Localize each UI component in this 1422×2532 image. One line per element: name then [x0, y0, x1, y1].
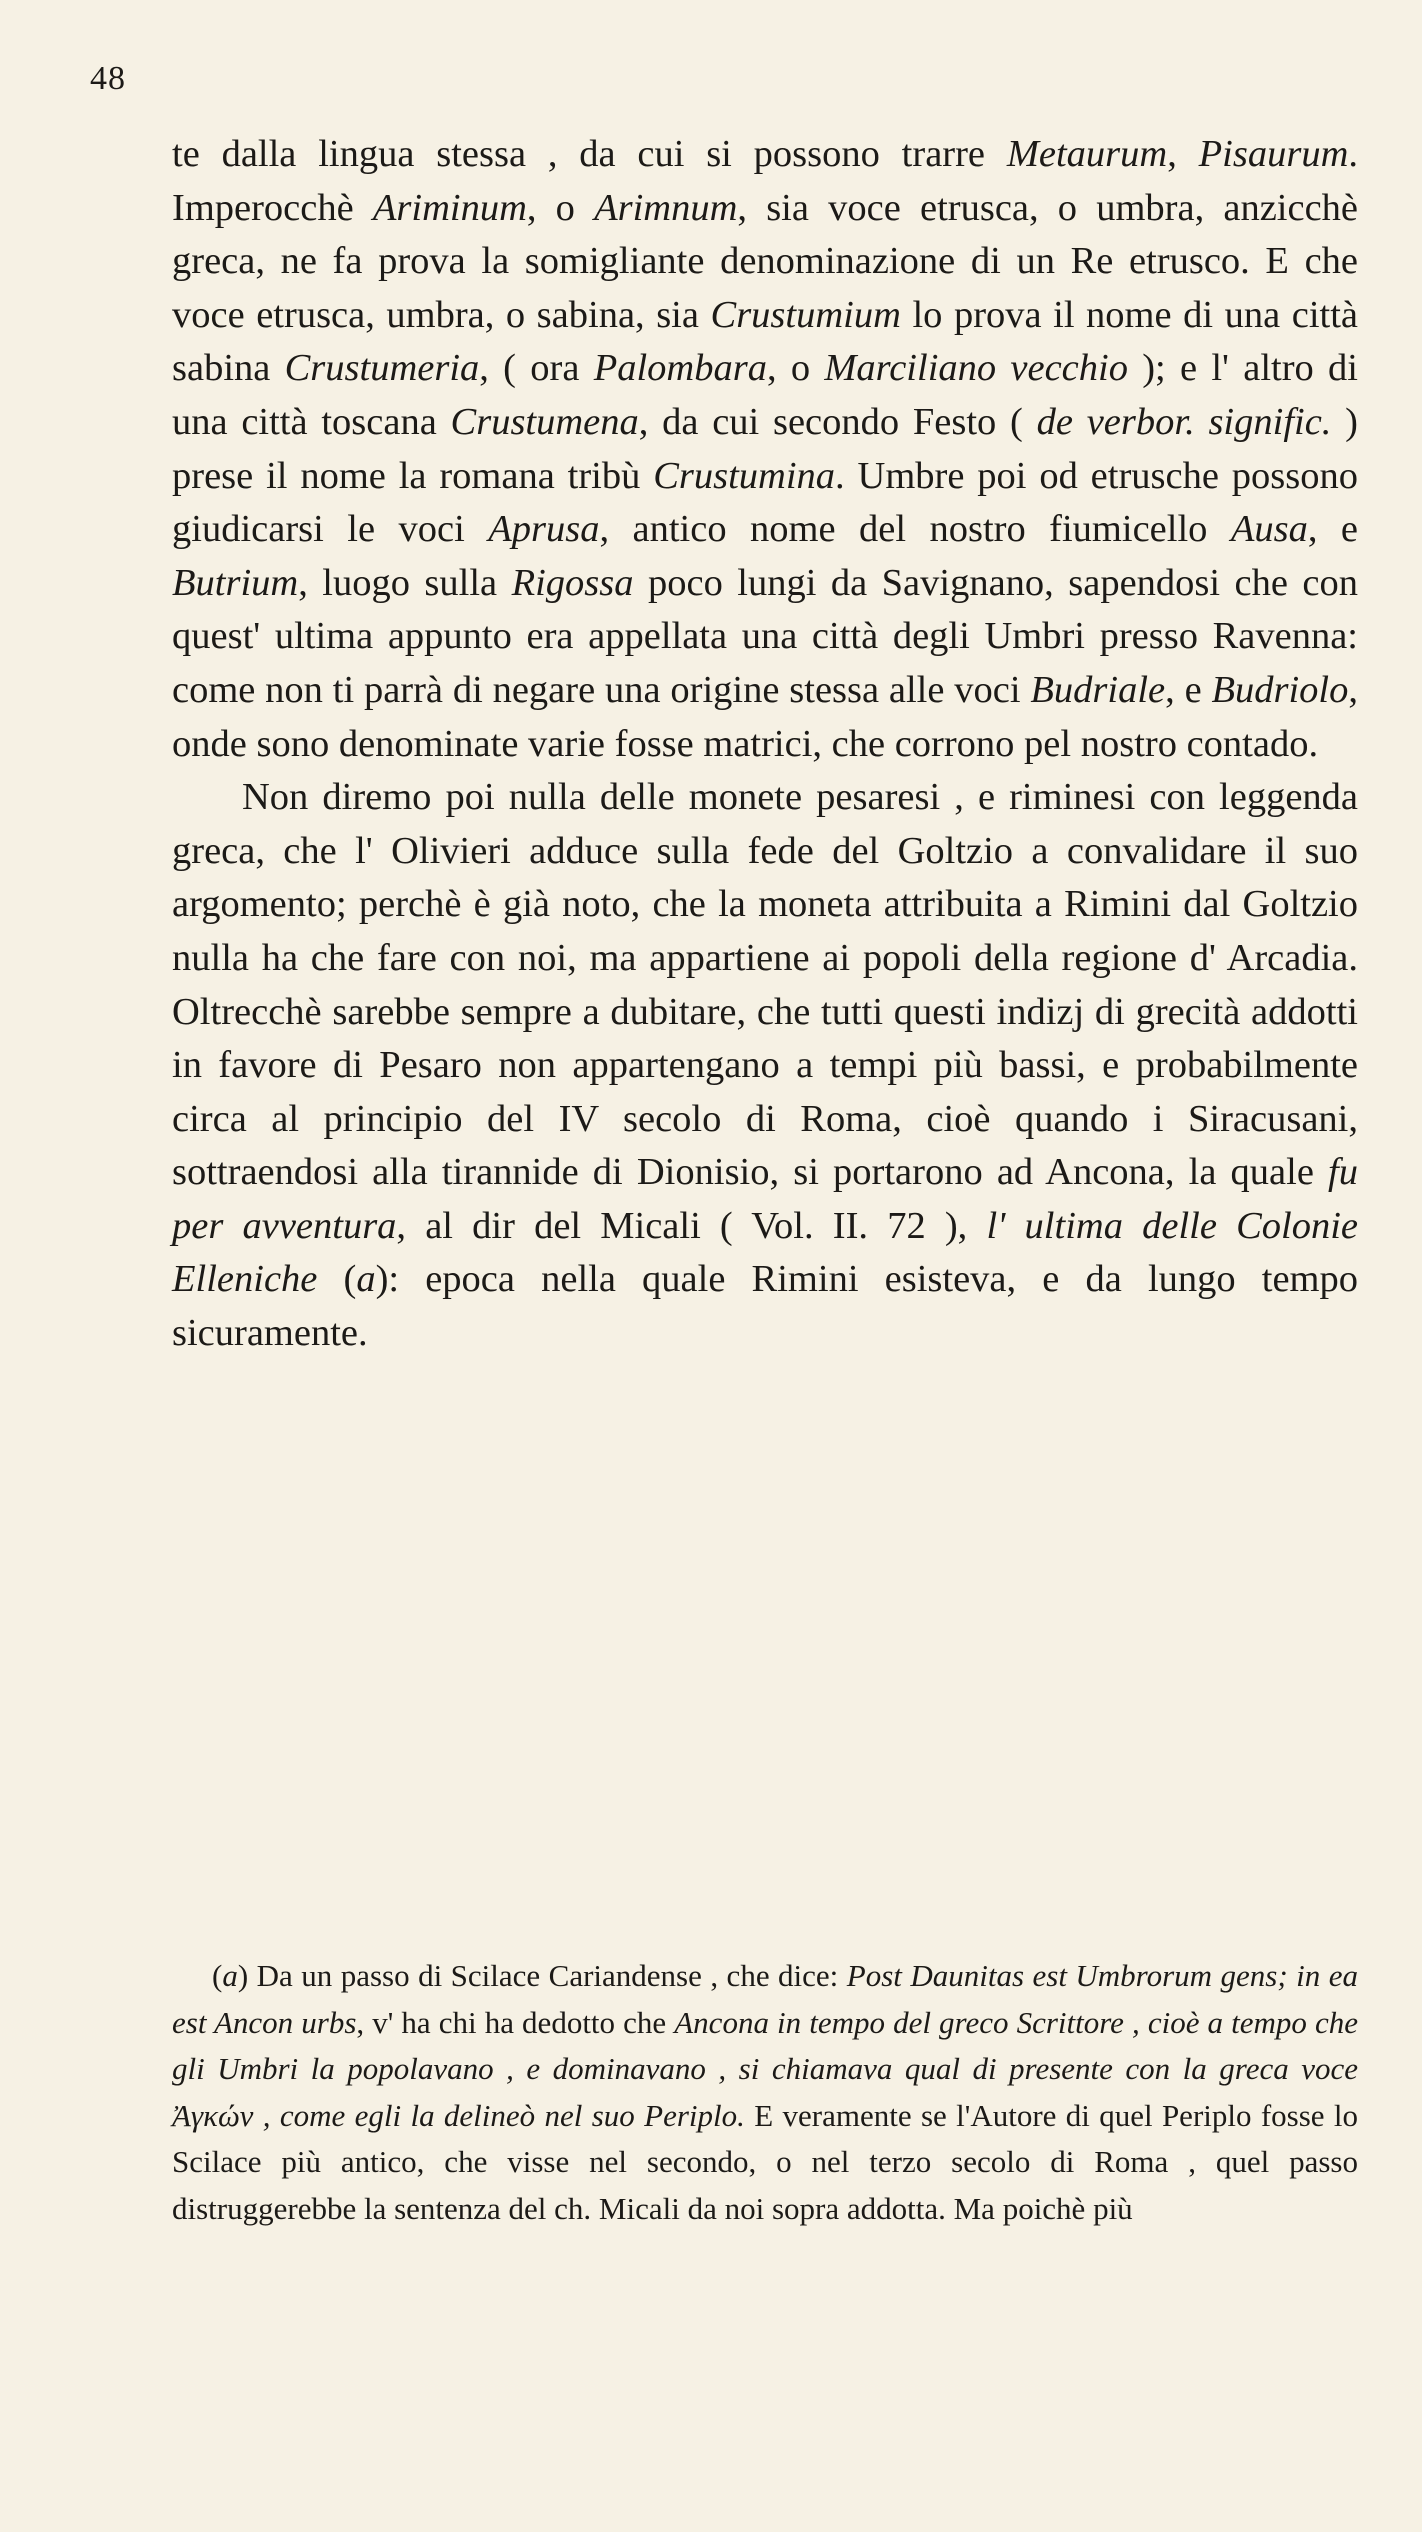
italic-term: Rigossa: [511, 561, 634, 604]
text-run: , ( ora: [479, 347, 594, 390]
italic-term: Crustumina: [653, 454, 836, 497]
footnote-marker: a: [356, 1258, 376, 1301]
italic-quote: fu per avventura: [172, 1151, 1358, 1247]
text-run: , o: [766, 347, 825, 390]
text-run: poco lungi da Savignano, sapendosi che con quest' ultima appunto era appellata una città degli Umbri presso Ravenna: come non ti parrà di negare una origine stessa alle voci: [172, 561, 1358, 711]
text-run: ) Da un passo di Scilace Cariandense , che dice:: [237, 1958, 847, 1993]
italic-term: Budriale: [1030, 668, 1166, 711]
italic-term: Ausa: [1230, 508, 1308, 551]
italic-term: Palombara: [593, 347, 767, 390]
italic-term: Arimnum: [594, 186, 738, 229]
text-run: (: [317, 1258, 357, 1301]
italic-term: Crustumium: [710, 293, 901, 336]
text-run: . Imperocchè: [172, 133, 1358, 229]
text-run: , da cui secondo Festo (: [638, 400, 1037, 443]
text-run: Non diremo poi nulla delle monete pesaresi , e riminesi con leggenda greca, che l' Olivieri adduce sulla fede del Goltzio a convalidare il suo argomento; perchè è già noto, che la moneta attribuita a Rimini dal Goltzio nulla ha che fare con noi, ma appartiene ai popoli della regione d' Arcadia. Oltrecchè sarebbe sempre a dubitare, che tutti questi indizj di grecità addotti in favore di Pesaro non appartengano a tempi più bassi, e probabilmente circa al principio del IV secolo di Roma, cioè quando i Siracusani, sottraendosi alla tirannide di Dionisio, si portarono ad Ancona, la quale: [172, 776, 1358, 1194]
italic-term: Crustumena: [450, 400, 639, 443]
text-run: , e: [1165, 668, 1212, 711]
main-text: [172, 128, 1358, 1361]
text-run: ): epoca nella quale Rimini esisteva, e da lungo tempo sicuramente.: [172, 1258, 1358, 1355]
text-run: te dalla lingua stessa , da cui si possono trarre: [172, 133, 1007, 175]
text-run: , al dir del Micali ( Vol. II. 72 ),: [396, 1204, 987, 1247]
paragraph-2: [172, 771, 1358, 1361]
paragraph-1: [172, 128, 1358, 771]
text-run: . Umbre poi od etrusche possono giudicarsi le voci: [172, 454, 1358, 551]
text-run: lo prova il nome di una città sabina: [172, 293, 1358, 390]
text-run: E veramente se l'Autore di quel Periplo fosse lo Scilace più antico, che visse nel secondo, o nel terzo secolo di Roma , quel passo distruggerebbe la sentenza del ch. Micali da noi sopra addotta. Ma poichè più: [172, 2097, 1359, 2226]
italic-term: Pisaurum: [1198, 133, 1349, 175]
text-run: , o: [526, 186, 595, 229]
text-run: , sia voce etrusca, o umbra, anzicchè greca, ne fa prova la somigliante denominazione di un Re etrusco. E che voce etrusca, umbra, o sabina, sia: [172, 186, 1359, 336]
italic-term: Budriolo: [1211, 668, 1349, 711]
text-run: , onde sono denominate varie fosse matrici, che corrono pel nostro contado.: [172, 668, 1358, 765]
footnote: [172, 1953, 1358, 2232]
text-run: , v' ha chi ha dedotto che: [356, 2004, 675, 2040]
italic-term: Ariminum: [372, 186, 527, 229]
footnote-a: [172, 1953, 1358, 2232]
text-run: , antico nome del nostro fiumicello: [599, 508, 1231, 551]
text-run: , e: [1307, 508, 1358, 551]
footnote-label: a: [222, 1958, 238, 1993]
page-number: 48: [90, 60, 126, 97]
italic-citation: de verbor. signific.: [1036, 400, 1332, 443]
italic-term: Aprusa: [488, 508, 600, 551]
text-run: ) prese il nome la romana tribù: [172, 400, 1358, 497]
italic-term: Butrium: [172, 561, 299, 604]
italic-quote: Ancona in tempo del greco Scrittore , cioè a tempo che gli Umbri la popolavano , e dominavano , si chiamava qual di presente con la greca voce Ἀγκών , come egli la delineò nel suo Periplo.: [172, 2004, 1359, 2133]
italic-term: Marciliano vecchio: [824, 347, 1128, 390]
text-run: , luogo sulla: [298, 561, 512, 604]
text-run: ,: [1167, 133, 1199, 175]
italic-term: Crustumeria: [284, 347, 480, 390]
text-run: (: [212, 1958, 223, 1993]
italic-quote: l' ultima delle Colonie Elleniche: [172, 1204, 1358, 1301]
text-run: ); e l' altro di una città toscana: [172, 347, 1359, 443]
italic-term: Metaurum: [1006, 133, 1168, 175]
italic-quote: Post Daunitas est Umbrorum gens; in ea est Ancon urbs: [172, 1958, 1358, 2040]
